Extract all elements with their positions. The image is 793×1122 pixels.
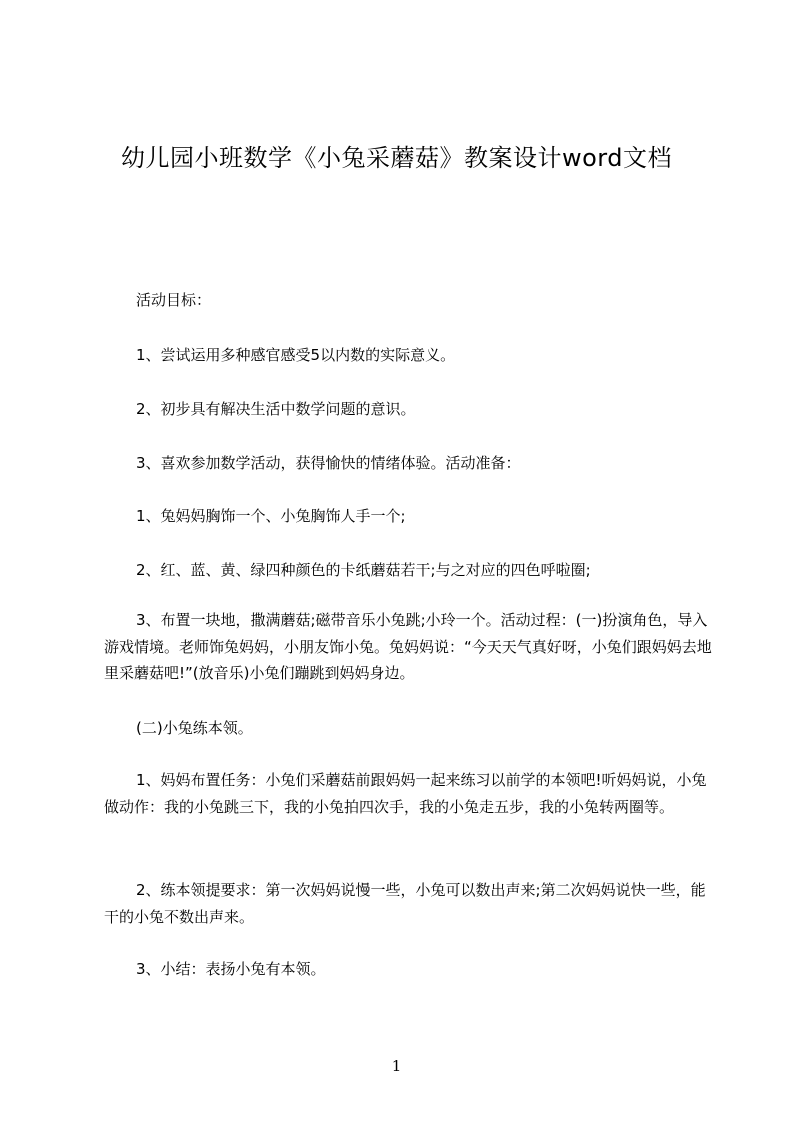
page-number: 1	[391, 1057, 402, 1075]
paragraph-goal-3: 3、喜欢参加数学活动，获得愉快的情绪体验。活动准备：	[136, 454, 521, 472]
paragraph-activity-goals-heading: 活动目标：	[136, 291, 212, 309]
paragraph-goal-1: 1、尝试运用多种感官感受5以内数的实际意义。	[136, 346, 456, 364]
paragraph-step-1: 1、妈妈布置任务：小兔们采蘑菇前跟妈妈一起来练习以前学的本领吧!听妈妈说，小兔做动作：我的小兔跳三下，我的小兔拍四次手，我的小兔走五步，我的小兔转两圈等。	[104, 771, 707, 816]
document-title: 幼儿园小班数学《小兔采蘑菇》教案设计word文档	[121, 144, 672, 172]
paragraph-section-2-heading: (二)小兔练本领。	[136, 719, 253, 737]
paragraph-prep-2: 2、红、蓝、黄、绿四种颜色的卡纸蘑菇若干;与之对应的四色呼啦圈;	[136, 561, 591, 579]
paragraph-step-2: 2、练本领提要求：第一次妈妈说慢一些，小兔可以数出声来;第二次妈妈说快一些，能干的小兔不数出声来。	[104, 881, 706, 926]
paragraph-prep-1: 1、兔妈妈胸饰一个、小兔胸饰人手一个;	[136, 507, 406, 525]
paragraph-goal-2: 2、初步具有解决生活中数学问题的意识。	[136, 400, 416, 418]
paragraph-step-3: 3、小结：表扬小兔有本领。	[136, 960, 326, 978]
paragraph-prep-3-process: 3、布置一块地，撒满蘑菇;磁带音乐小兔跳;小玲一个。活动过程：(一)扮演角色，导入游戏情境。老师饰兔妈妈，小朋友饰小兔。兔妈妈说：“今天天气真好呀，小兔们跟妈妈去地里采蘑菇吧!”(放音乐)小兔们蹦跳到妈妈身边。	[104, 611, 712, 682]
